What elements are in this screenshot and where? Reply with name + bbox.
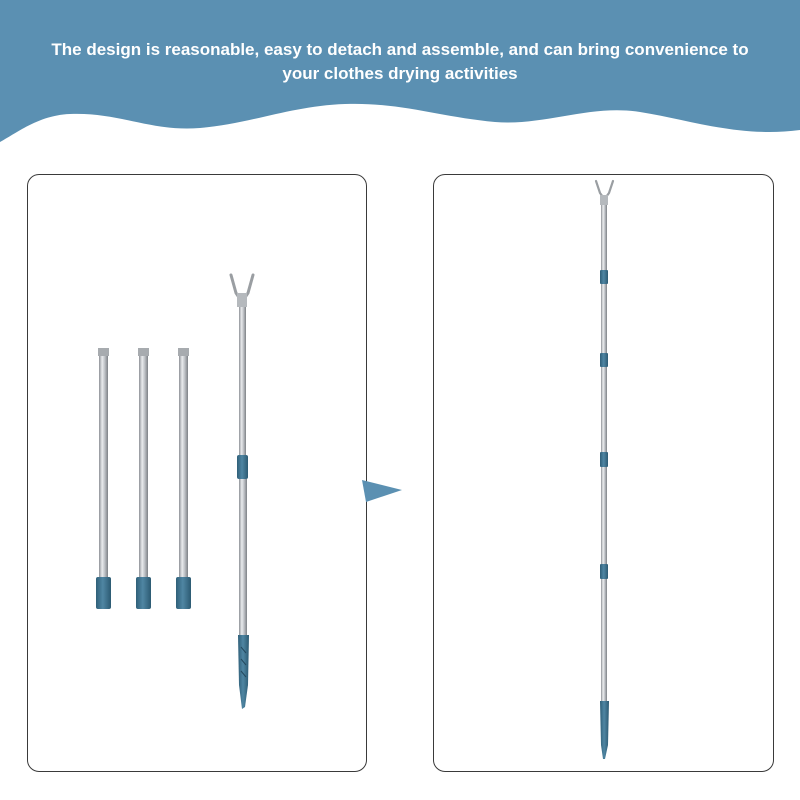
banner-headline: The design is reasonable, easy to detach and assemble, and can bring convenience to your clothes drying activities [51, 40, 749, 83]
top-banner [0, 0, 800, 160]
disassembled-pole-illustration [28, 175, 367, 772]
extension-rod-1 [96, 348, 111, 609]
extension-rod-2 [136, 348, 151, 609]
transition-arrow-icon [362, 470, 404, 508]
disassembled-panel [27, 174, 367, 772]
hook-pole [231, 275, 253, 709]
assembled-panel [433, 174, 774, 772]
assembled-pole-illustration [434, 175, 774, 772]
extension-rod-3 [176, 348, 191, 609]
full-length-pole [596, 181, 613, 759]
